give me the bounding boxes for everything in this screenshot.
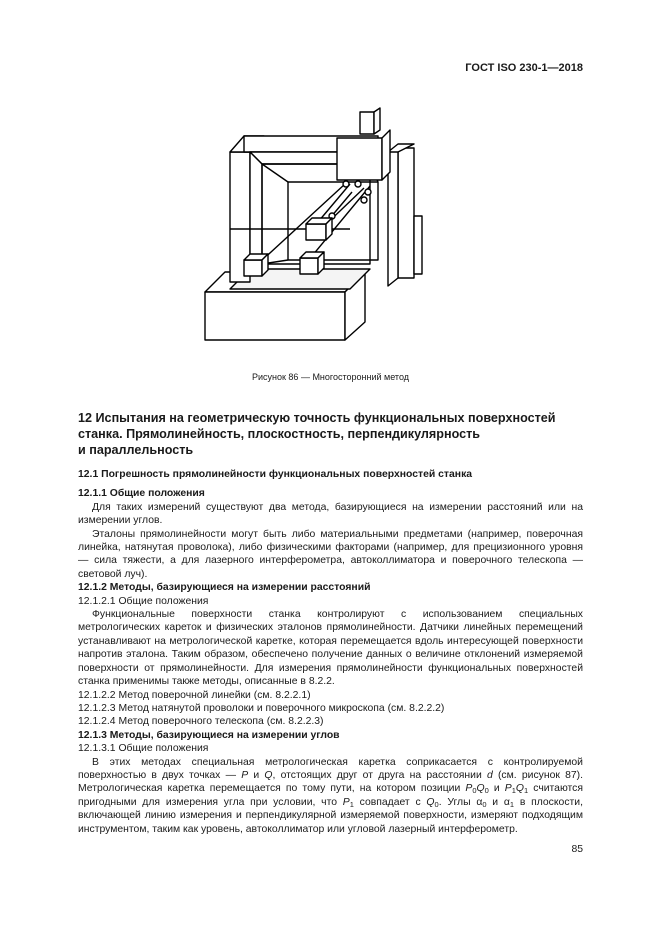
clause-title: 12.1.2.1 Общие положения [78, 595, 209, 607]
paragraph: Эталоны прямолинейности могут быть либо материальными предметами (например, поверочная линейка, натянутая проволока), либо физическими факторами (например, для прецизионного уровня — сила тяжести, а для лазерного интерферометра, автоколлиматора и поверочного телескопа — световой луч). [78, 528, 583, 580]
text-run: (см. рисунок 87). Метрологическая каретка перемещается по тому пути, на котором позиции [78, 769, 584, 795]
multi-sided-method-figure [200, 104, 440, 344]
variable: Q [264, 769, 273, 781]
subscript: 1 [523, 786, 529, 796]
text-run: совпадает с [353, 796, 427, 808]
subsection-title: 12.1.3 Методы, базирующиеся на измерении углов [78, 729, 340, 741]
subscript: 1 [349, 799, 354, 809]
variable: d [486, 769, 493, 781]
clause-title: 12.1.2.2 Метод поверочной линейки (см. 8.2.2.1) [78, 689, 311, 701]
text-run: . Углы α [438, 796, 483, 808]
variable: P [465, 783, 473, 795]
text-run: и [248, 769, 265, 781]
variable: P [241, 769, 249, 781]
text-run: В этих методах специальная метрологическая каретка соприкасается с контролируемой поверхностью в двух точках — [78, 756, 583, 781]
section-title-line: и параллельность [78, 443, 194, 457]
subscript: 1 [509, 799, 515, 809]
section-title-line: станка. Прямолинейность, плоскостность, перпендикулярность [78, 427, 481, 441]
text-run: считаются пригодными для измерения угла при условии, что [78, 783, 583, 808]
paragraph: Функциональные поверхности станка контролируют с использованием специальных метрологических кареток и физических эталонов прямолинейности. Датчики линейных перемещений устанавливают на метрологической каретке, которая перемещается вдоль интересующей поверхности напротив эталона. Таким образом, обеспечено получение данных о величине отклонений измеряемой поверхности от прямолинейности. Для измерения прямолинейности функциональных поверхностей станка применимы также методы, описанные в 8.2.2. [78, 609, 583, 688]
text-run: и [488, 783, 505, 795]
document-header: ГОСТ ISO 230-1—2018 [465, 62, 583, 74]
subscript: 0 [484, 786, 489, 796]
subsection-title: 12.1.2 Методы, базирующиеся на измерении расстояний [78, 582, 371, 594]
text-run: , отстоящих друг от друга на расстоянии [272, 769, 487, 781]
clause-title: 12.1.3.1 Общие положения [78, 743, 209, 755]
subscript: 0 [434, 799, 439, 809]
text-run: в плоскости, включающей линию измерения и перпендикулярной измеряемой поверхности, измеряют подходящим инструментом, таким как уровень, автоколлиматор или угловой лазерный интерферометр. [78, 796, 583, 835]
variable: P [504, 783, 512, 795]
clause-title: 12.1.2.3 Метод натянутой проволоки и поверочного микроскопа (см. 8.2.2.2) [78, 702, 445, 714]
variable: Q [426, 796, 435, 808]
page-number: 85 [571, 844, 583, 855]
paragraph: Для таких измерений существуют два метода, базирующиеся на измерении расстояний или на измерении углов. [78, 501, 583, 527]
variable: P [342, 796, 350, 808]
variable: Q [476, 783, 485, 795]
variable: Q [515, 783, 524, 795]
subscript: 0 [472, 786, 477, 796]
document-body [78, 410, 583, 836]
figure-caption: Рисунок 86 — Многосторонний метод [251, 372, 410, 382]
clause-title: 12.1.2.4 Метод поверочного телескопа (см. 8.2.2.3) [78, 716, 324, 728]
text-run: и α [486, 796, 510, 808]
subsection-title: 12.1.1 Общие положения [78, 488, 205, 500]
paragraph-angles [78, 756, 583, 836]
subscript: 0 [482, 799, 487, 809]
section-title [78, 410, 583, 458]
subscript: 1 [511, 786, 516, 796]
subsection-title: 12.1 Погрешность прямолинейности функциональных поверхностей станка [78, 469, 473, 480]
section-title-line: 12 Испытания на геометрическую точность функциональных поверхностей [78, 411, 556, 425]
